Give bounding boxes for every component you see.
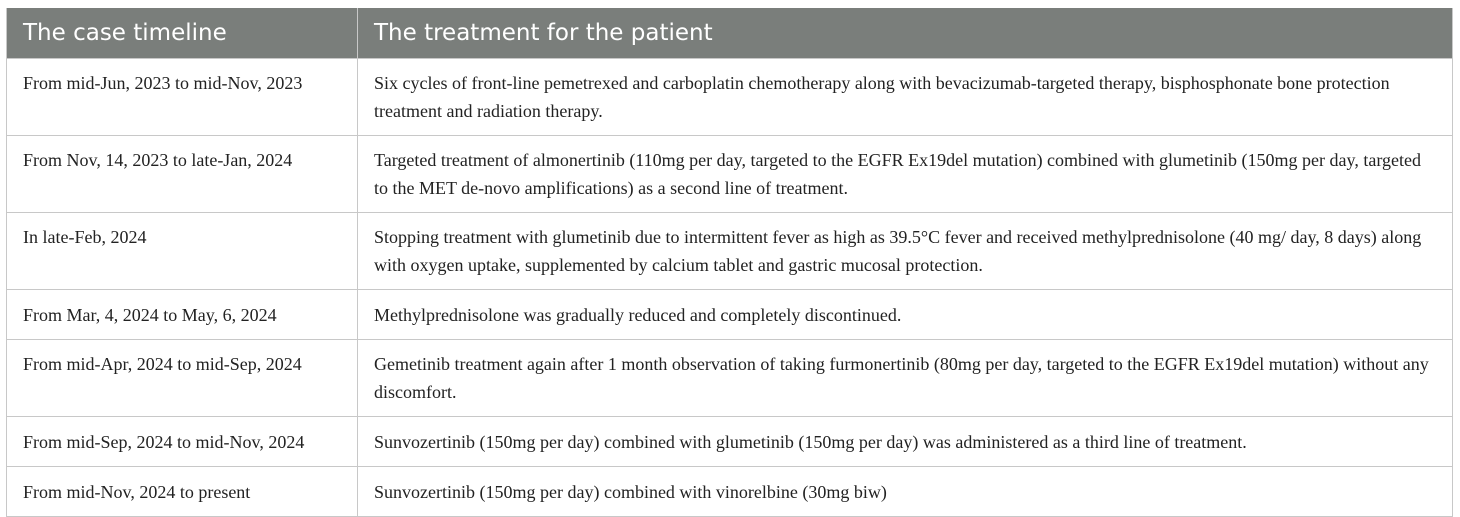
treatment-timeline-table-container bbox=[6, 8, 1452, 517]
treatment-cell: Gemetinib treatment again after 1 month observation of taking furmonertinib (80mg per day, targeted to the EGFR Ex19del mutation) without any discomfort. bbox=[358, 340, 1453, 417]
treatment-cell: Methylprednisolone was gradually reduced and completely discontinued. bbox=[358, 290, 1453, 340]
table-row bbox=[7, 136, 1453, 213]
timeline-cell: In late-Feb, 2024 bbox=[7, 213, 358, 290]
table-row bbox=[7, 340, 1453, 417]
table-row bbox=[7, 417, 1453, 467]
table-row bbox=[7, 290, 1453, 340]
treatment-cell: Targeted treatment of almonertinib (110mg per day, targeted to the EGFR Ex19del mutation) combined with glumetinib (150mg per day, targeted to the MET de-novo amplifications) as a second line of treatment. bbox=[358, 136, 1453, 213]
table-row bbox=[7, 467, 1453, 517]
timeline-cell: From mid-Nov, 2024 to present bbox=[7, 467, 358, 517]
header-case-timeline: The case timeline bbox=[7, 8, 358, 59]
table-row bbox=[7, 213, 1453, 290]
table-row bbox=[7, 59, 1453, 136]
treatment-cell: Sunvozertinib (150mg per day) combined with glumetinib (150mg per day) was administered as a third line of treatment. bbox=[358, 417, 1453, 467]
header-row bbox=[7, 8, 1453, 59]
timeline-cell: From mid-Sep, 2024 to mid-Nov, 2024 bbox=[7, 417, 358, 467]
treatment-cell: Stopping treatment with glumetinib due to intermittent fever as high as 39.5°C fever and received methylprednisolone (40 mg/ day, 8 days) along with oxygen uptake, supplemented by calcium tablet and gastric mucosal protection. bbox=[358, 213, 1453, 290]
table-body bbox=[7, 59, 1453, 517]
timeline-cell: From Nov, 14, 2023 to late-Jan, 2024 bbox=[7, 136, 358, 213]
header-treatment: The treatment for the patient bbox=[358, 8, 1453, 59]
table-header bbox=[7, 8, 1453, 59]
treatment-cell: Sunvozertinib (150mg per day) combined with vinorelbine (30mg biw) bbox=[358, 467, 1453, 517]
timeline-cell: From Mar, 4, 2024 to May, 6, 2024 bbox=[7, 290, 358, 340]
treatment-cell: Six cycles of front-line pemetrexed and carboplatin chemotherapy along with bevacizumab-targeted therapy, bisphosphonate bone protection treatment and radiation therapy. bbox=[358, 59, 1453, 136]
treatment-timeline-table bbox=[6, 8, 1453, 517]
timeline-cell: From mid-Jun, 2023 to mid-Nov, 2023 bbox=[7, 59, 358, 136]
timeline-cell: From mid-Apr, 2024 to mid-Sep, 2024 bbox=[7, 340, 358, 417]
